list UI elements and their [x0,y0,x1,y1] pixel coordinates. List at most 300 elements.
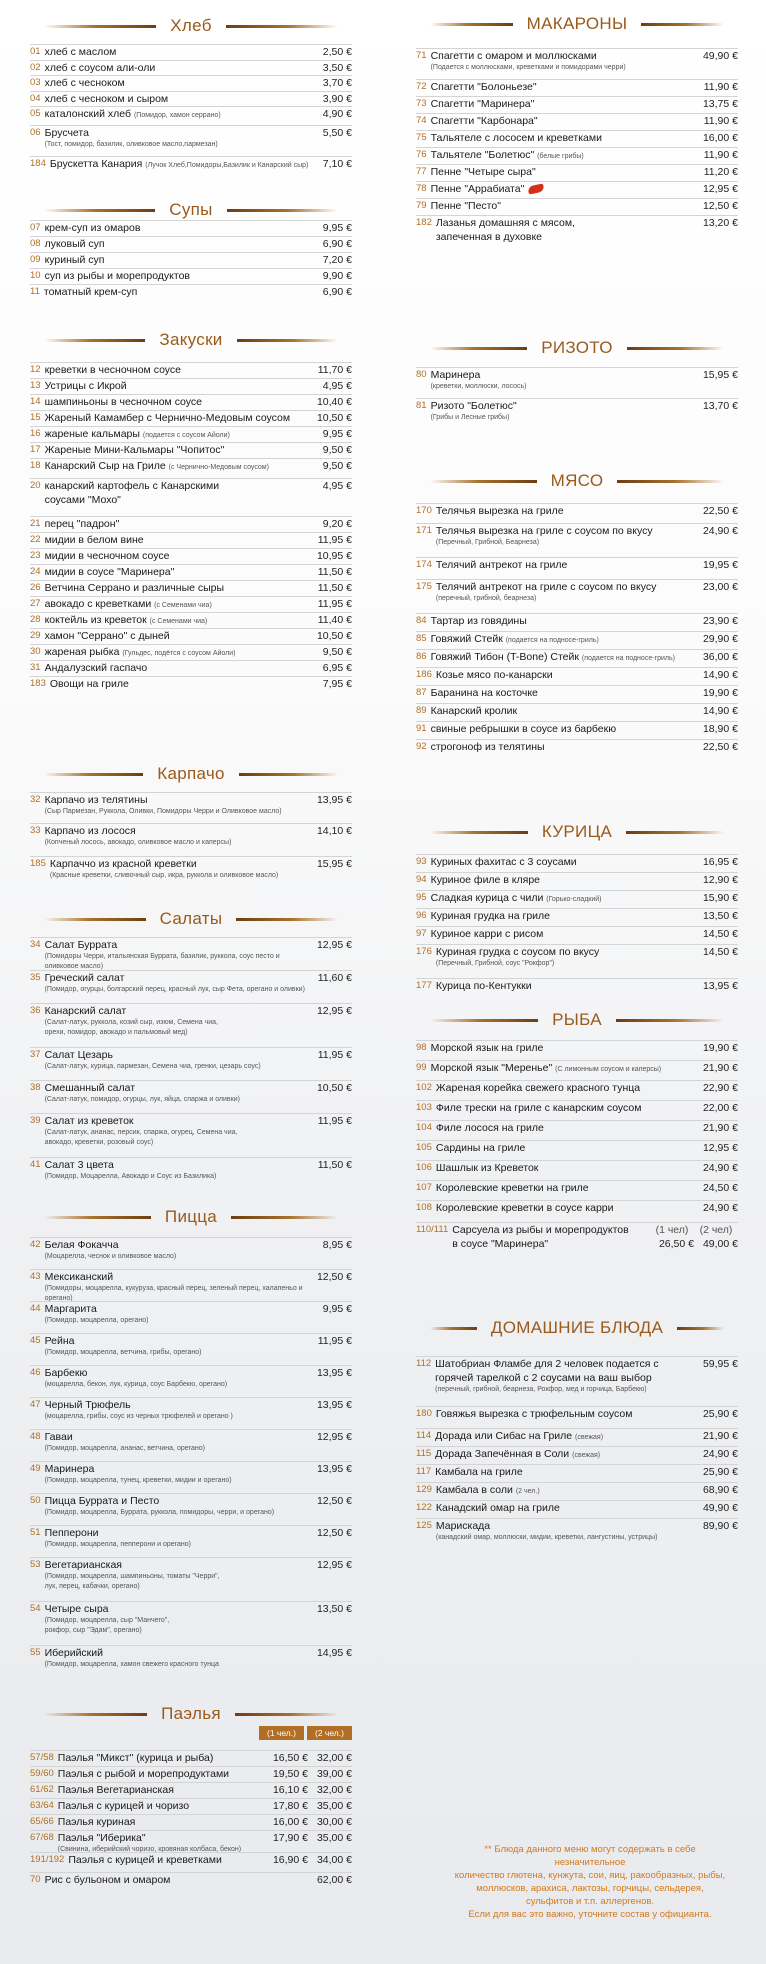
item-price: 49,90 € [702,50,738,62]
menu-item [30,564,352,579]
item-name-line [436,1101,699,1115]
item-price: 10,50 € [316,630,352,642]
item-number: 33 [30,825,41,836]
item-name: Спагетти "Карбонара" [430,115,538,127]
menu-item-row [416,1357,738,1395]
item-name: Вегетарианская [44,1559,122,1571]
item-description: (Моцарелла, чеснок и оливковое масло) [44,1253,177,1260]
item-description: (Сыр Пармезан, Руккола, Оливки, Помидоры Черри и Оливковое масло) [44,808,282,815]
item-name: мидии в чесночном соусе [44,550,170,562]
portion-labels [650,1223,738,1237]
item-name-line [45,1004,313,1018]
item-name-line [431,650,699,666]
item-name-block [431,632,699,648]
item-description: (моцарелла, бекон, лук, курица, соус Барбекю, орегано) [44,1381,228,1388]
item-name-line [436,1161,699,1175]
item-name-block [431,909,699,923]
item-name-line [45,971,314,985]
item-description-line2: авокадо, креветки, розовый соус) [44,1139,154,1146]
item-name: Козье мясо по-канарски [435,669,553,681]
item-price: 23,90 € [702,615,738,627]
menu-item [30,220,352,235]
item-name-line [45,92,319,106]
price-two-persons: 32,00 € [316,1752,352,1764]
item-name-line [45,1238,319,1252]
menu-item [30,596,352,613]
item-name-block [431,182,699,196]
item-name: канарский картофель с Канарскими [44,480,220,492]
item-number: 174 [416,559,432,570]
item-note: (с Семенами чиа) [154,602,212,609]
item-number: 57/58 [30,1752,54,1763]
item-name-line [58,1783,264,1797]
item-name: Устрицы с Икрой [44,380,127,392]
item-name-line [435,1429,699,1445]
menu-item-row [416,927,738,941]
item-name-line [50,157,319,173]
item-number: 48 [30,1431,41,1442]
item-name-line [436,504,699,518]
item-price: 13,95 € [316,1367,352,1379]
menu-item [416,1140,738,1155]
item-number: 89 [416,705,427,716]
item-number: 191/192 [30,1854,65,1865]
menu-item-row [30,1334,352,1358]
item-name-block [45,793,313,817]
divider-left [44,339,145,342]
menu-item-row [416,1141,738,1155]
menu-item-row [30,1398,352,1422]
item-name-block [436,1121,699,1135]
item-price: 12,95 € [316,1431,352,1443]
item-number: 14 [30,396,41,407]
item-price: 12,95 € [316,1559,352,1571]
item-name-line [431,927,699,941]
item-name-line [68,1853,264,1867]
item-name-block [45,581,314,595]
menu-item-row [416,80,738,94]
section-header [416,1316,738,1340]
item-description: (перечный, грибной, беарнеза) [435,595,537,602]
item-name: Телячий антрекот на гриле с соусом по вкусу [435,581,657,593]
menu-item-row [30,1767,352,1781]
item-number: 21 [30,518,41,529]
menu-item [416,1060,738,1077]
item-price: 13,95 € [316,794,352,806]
item-name: Маринера [44,1463,95,1475]
menu-item-row [416,704,738,718]
item-price: 19,90 € [702,687,738,699]
item-price: 7,20 € [322,254,352,266]
item-price: 14,95 € [316,1647,352,1659]
item-note: (с Чернично-Медовым соусом) [168,464,269,471]
item-name-line [45,379,319,393]
menu-item [416,854,738,869]
item-name: суп из рыбы и морепродуктов [44,270,190,282]
item-number: 42 [30,1239,41,1250]
item-number: 53 [30,1559,41,1570]
item-name-line [45,613,314,629]
item-name-block [45,45,319,59]
menu-item [30,125,352,150]
item-name-line [45,107,319,123]
item-name: Карпачо из лосося [44,825,136,837]
item-number: 65/66 [30,1816,54,1827]
item-name: хлеб с маслом [44,46,117,58]
section-header [30,328,352,352]
item-name-block [436,979,699,993]
menu-item [30,1301,352,1326]
item-name: Сардины на гриле [435,1142,526,1154]
item-number: 31 [30,662,41,673]
item-price: 7,10 € [322,158,352,170]
item-name: перец "падрон" [44,518,120,530]
menu-item [30,1872,352,1887]
divider-right [226,25,338,28]
menu-item [416,147,738,164]
item-name-block [436,1501,699,1515]
item-name-line [45,269,319,283]
menu-item [30,44,352,59]
item-name-block [45,1366,313,1390]
menu-item [30,442,352,457]
item-number: 102 [416,1082,432,1093]
item-name-block [431,97,699,111]
menu-item [416,613,738,628]
chili-pepper-icon [528,184,545,195]
item-name: Паэлья "Микст" (курица и рыба) [57,1752,214,1764]
price-pair [264,1799,352,1813]
item-name: Рис с бульоном и омаром [44,1874,171,1886]
menu-item [416,398,738,423]
divider-right [617,480,724,483]
item-name-block [436,1483,699,1499]
item-name: Морской язык "Меренье" [430,1062,553,1074]
item-name-block [45,1602,313,1636]
item-name: хлеб с соусом али-оли [44,62,156,74]
item-name: Иберийский [44,1647,104,1659]
item-number: 29 [30,630,41,641]
item-price: 49,90 € [702,1502,738,1514]
item-name: Марискада [435,1520,491,1532]
item-name: Дорада или Сибас на Гриле [435,1430,573,1442]
item-name-block [436,945,699,969]
menu-item-row [30,459,352,475]
item-number: 125 [416,1520,432,1531]
item-name-line [45,1366,313,1380]
item-price: 9,95 € [322,428,352,440]
price-one-person: 16,00 € [272,1816,308,1828]
item-name-block [50,157,319,173]
menu-item-row [416,740,738,754]
menu-item [416,1518,738,1543]
item-price: 12,50 € [702,200,738,212]
item-name: Жареные Мини-Кальмары "Чопитос" [44,444,225,456]
item-name-block [431,80,700,94]
item-price: 11,95 € [317,1335,352,1347]
item-name: жареные кальмары [44,428,140,440]
item-description: (Помидор, моцарелла, тунец, креветки, мидии и орегано) [44,1477,232,1484]
menu-item-row [30,45,352,59]
menu-item-row [30,938,352,972]
item-name-block [431,199,699,213]
menu-item [30,1798,352,1813]
item-price: 21,90 € [702,1062,738,1074]
item-name: Брусчета [44,127,89,139]
menu-item [30,516,352,531]
item-description-line2: рокфор, сыр "Эдам", орегано) [44,1627,142,1634]
item-name-line [45,1270,313,1284]
item-price: 4,95 € [322,380,352,392]
item-name-block [435,1447,699,1463]
menu-item [416,1464,738,1479]
item-number: 03 [30,77,41,88]
menu-item [30,1557,352,1592]
item-name-block [45,549,313,563]
item-prices [264,1799,352,1813]
item-price: 8,95 € [322,1239,352,1251]
item-name-line [45,533,314,547]
item-name: томатный крем-суп [43,286,138,298]
item-price: 24,90 € [702,525,738,537]
item-description: (Красные креветки, сливочный сыр, икра, руккола и оливковое масло) [49,872,279,879]
menu-item-row [416,1061,738,1077]
divider-right [626,831,724,834]
item-name-line [45,1114,314,1128]
item-price: 24,90 € [702,1448,738,1460]
item-name: Смешанный салат [44,1082,136,1094]
item-number: 105 [416,1142,432,1153]
item-name-line [431,614,699,628]
item-name-line [431,80,700,94]
item-name-line [431,399,699,413]
item-name-line [45,459,319,475]
item-number: 76 [416,149,427,160]
item-number: 35 [30,972,41,983]
item-name-line [431,909,699,923]
item-price: 24,90 € [702,1202,738,1214]
item-name: Тартар из говядины [430,615,527,627]
item-name-line [45,824,313,838]
menu-item-row [30,661,352,675]
item-name: Филе трески на гриле с канарским соусом [435,1102,642,1114]
menu-item-row [416,873,738,887]
menu-item [416,1500,738,1515]
item-name: Морской язык на гриле [430,1042,544,1054]
item-price: 4,90 € [322,108,352,120]
item-number: 11 [30,286,40,297]
menu-item [416,908,738,923]
item-number: 05 [30,108,41,119]
menu-item-row [30,363,352,377]
menu-item-row [30,1602,352,1636]
menu-item-row [30,549,352,563]
item-number: 43 [30,1271,41,1282]
menu-item-row [416,979,738,993]
menu-item [30,660,352,675]
item-name-block [431,704,699,718]
item-note: (Горько-сладкий) [546,896,602,903]
item-name: Шашлык из Креветок [435,1162,539,1174]
item-price: 11,20 € [703,166,738,178]
item-name-line [45,221,319,235]
price-one-person: 16,10 € [272,1784,308,1796]
item-number: 99 [416,1062,427,1073]
item-description: (Перечный, Грибной, соус "Рокфор") [435,960,555,967]
menu-item-row [30,1558,352,1592]
item-name-block [45,565,314,579]
item-number: 63/64 [30,1800,54,1811]
item-name-block [431,740,699,754]
section-title: МЯСО [550,471,604,490]
item-name: Паэлья куриная [57,1816,136,1828]
item-name: Паэлья с рыбой и морепродуктами [57,1768,230,1780]
item-number: 51 [30,1527,41,1538]
item-number: 45 [30,1335,41,1346]
item-name: коктейль из креветок [44,614,147,626]
item-note: (Гульдес, подётся с соусом Айоли) [122,650,236,657]
section-title: МАКАРОНЫ [526,14,628,33]
item-name: Канарский Сыр на Гриле [44,460,166,472]
menu-item [416,557,738,572]
item-name-line2: горячей тарелкой с 2 соусами на ваш выбор [435,1372,652,1384]
item-description: (Салат-латук, руккола, козий сыр, изюм, Семена чиа, [44,1019,218,1026]
section-title: РИЗОТО [541,338,613,357]
item-name-block [436,504,699,518]
menu-item [416,703,738,718]
item-number: 104 [416,1122,432,1133]
item-description: (Помидор, моцарелла, ананас, ветчина, орегано) [44,1445,206,1452]
item-price: 15,95 € [316,858,352,870]
section-header [30,907,352,931]
item-name: хамон "Серрано" с дыней [44,630,170,642]
menu-item [416,978,738,993]
item-number: 95 [416,892,427,903]
item-name-block [45,221,319,235]
menu-item [30,1047,352,1072]
item-number: 129 [416,1484,432,1495]
item-name: Телячий антрекот на гриле [435,559,568,571]
item-name: луковый суп [44,238,105,250]
item-name: Барбекю [44,1367,88,1379]
item-number: 98 [416,1042,427,1053]
price-pair [264,1783,352,1797]
menu-item-row [30,1873,352,1887]
item-name: Овощи на гриле [49,678,129,690]
menu-item [30,628,352,643]
item-name: Белая Фокачча [44,1239,119,1251]
item-number: 94 [416,874,427,885]
item-note: (подается на подносе-гриль) [581,655,675,662]
menu-item-row [30,1462,352,1486]
item-price: 12,90 € [702,874,738,886]
item-price: 14,50 € [702,928,738,940]
price-pair [264,1751,352,1765]
section-title: РЫБА [552,1010,602,1029]
item-description-line2: орехи, помидор, авокадо и пальмовый мед) [44,1029,188,1036]
item-name: Королевские креветки в соусе карри [435,1202,614,1214]
menu-item [30,612,352,629]
section-header [416,12,738,36]
item-number: 38 [30,1082,41,1093]
item-name-block [45,1238,319,1262]
item-number: 16 [30,428,41,439]
item-name-block [45,1334,314,1358]
item-prices [264,1831,352,1845]
item-price: 11,50 € [317,582,352,594]
item-note: (Помидор, хамон серрано) [133,112,221,119]
item-name: Филе лосося на гриле [435,1122,544,1134]
item-note: (подается с соусом Айоли) [142,432,230,439]
item-name: Говяжий Стейк [430,633,503,645]
item-name: мидии в белом вине [44,534,144,546]
menu-item [30,1237,352,1262]
item-number: 110/111 [416,1224,449,1235]
menu-item-row [416,1465,738,1479]
item-name: Курица по-Кентукки [435,980,532,992]
menu-item [30,478,352,507]
item-price: 9,50 € [322,460,352,472]
menu-item [416,739,738,754]
item-name-block [436,558,699,572]
item-price: 23,00 € [702,581,738,593]
menu-item-row [416,1201,738,1215]
allergen-note [440,1843,740,1921]
menu-item [416,1356,738,1395]
item-name-block [45,1526,313,1550]
price-pair [264,1767,352,1781]
item-name-line [431,686,699,700]
menu-item [416,96,738,111]
item-name-block [45,629,313,643]
price-two-persons: 35,00 € [316,1832,352,1844]
item-number: 78 [416,183,427,194]
menu-item-row [416,368,738,392]
menu-item-row [416,1181,738,1195]
item-description: (Тост, помидор, базилик, оливковое масло,пармезан) [44,141,218,148]
item-number: 185 [30,858,46,869]
menu-item [30,532,352,547]
item-price: 13,95 € [316,1463,352,1475]
menu-item-row [416,1041,738,1055]
item-number: 28 [30,614,41,625]
item-name-block [45,645,319,661]
menu-item-row [30,824,352,848]
item-name: Баранина на косточке [430,687,538,699]
allergen-line: сульфитов и т.п. аллергенов. [525,1896,655,1907]
item-name: Ветчина Серрано и различные сыры [44,582,225,594]
menu-item-row [30,126,352,150]
item-name: мидии в соусе "Маринера" [44,566,175,578]
divider-right [677,1327,724,1330]
item-name-line [45,1873,264,1887]
item-description: (перечный, грибной, беарнеза, Рокфор, мед и горчица, Барбекю) [435,1386,647,1393]
item-number: 18 [30,460,41,471]
allergen-line: ** Блюда данного меню могут содержать в себе [484,1844,696,1855]
menu-item-row [416,1483,738,1499]
item-price: 22,50 € [702,505,738,517]
item-name-block [45,427,319,443]
divider-left [430,831,528,834]
item-name-block [431,927,699,941]
menu-item [416,367,738,392]
item-name-line [431,891,699,907]
section-header [30,1205,352,1229]
item-description: (Помидор, моцарелла, хамон свежего красного тунца [44,1661,219,1668]
item-number: 24 [30,566,41,577]
menu-item-row [416,722,738,736]
item-name: Салат из креветок [44,1115,134,1127]
